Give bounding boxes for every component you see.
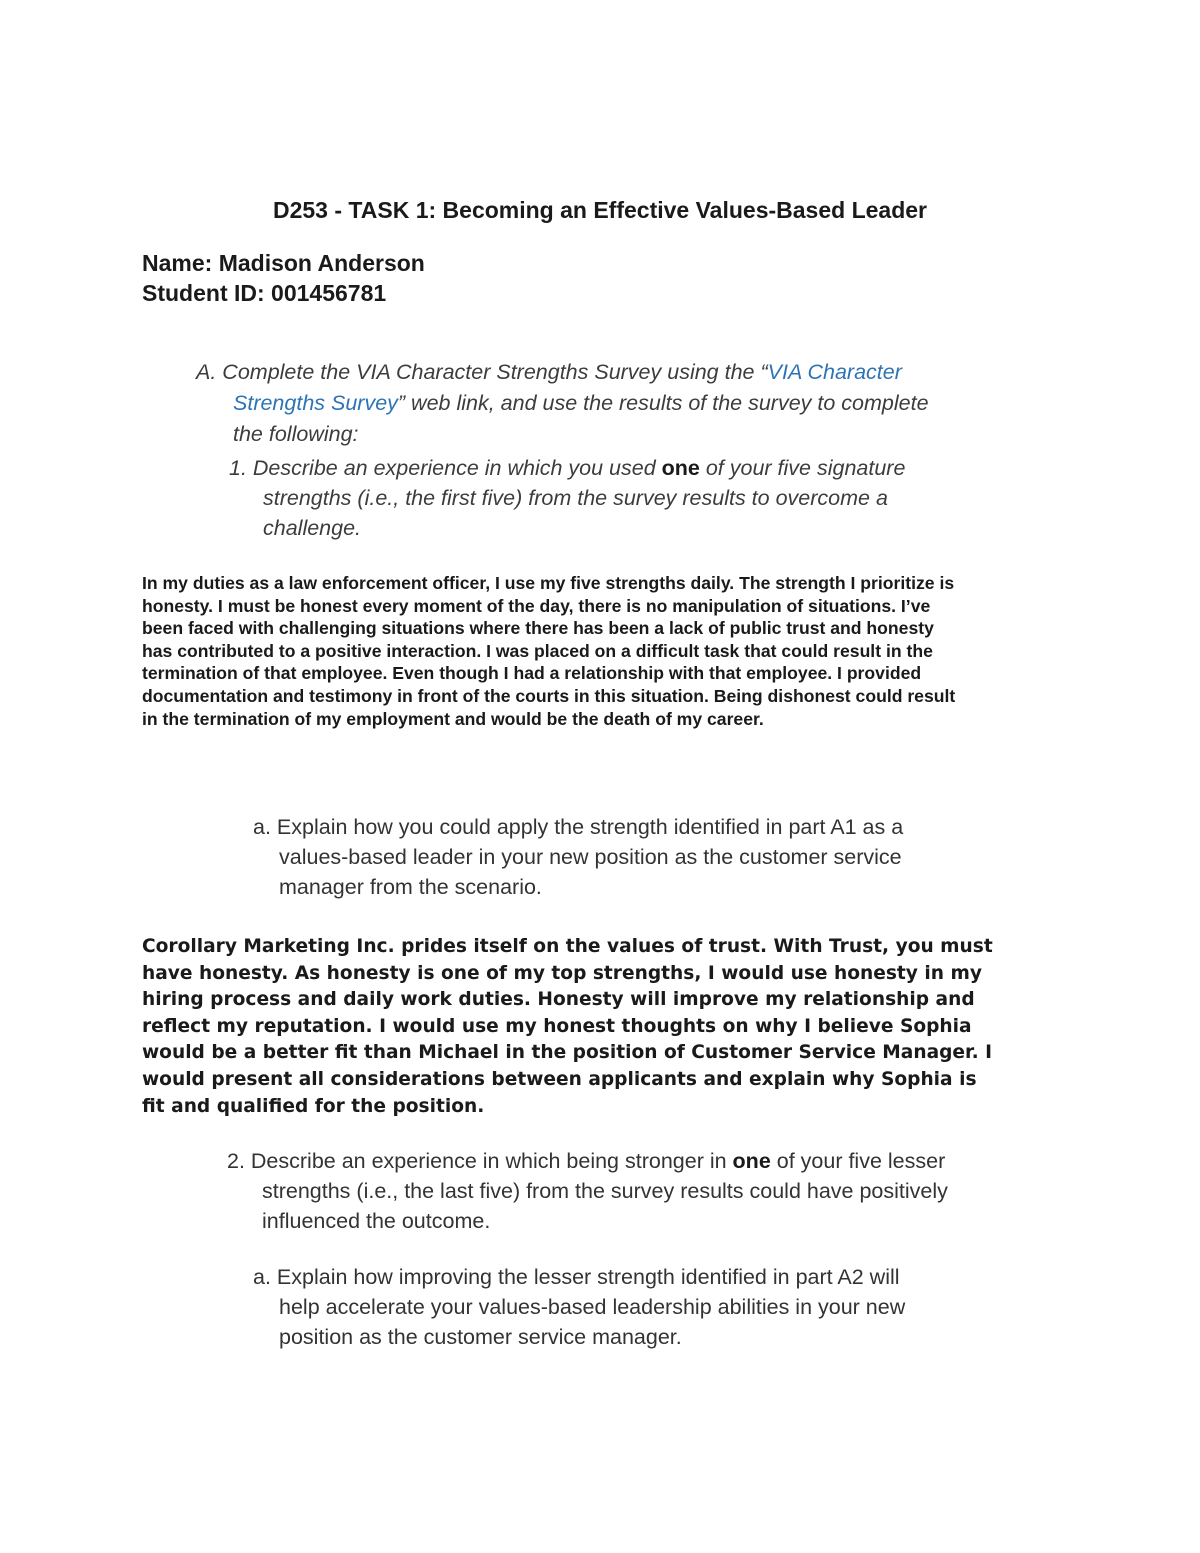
document-title: D253 - TASK 1: Becoming an Effective Values-Based Leader xyxy=(272,197,928,223)
item-2-prompt xyxy=(227,1146,1057,1236)
item-2-bold-one: one xyxy=(732,1149,771,1173)
answer-1a-line: would be a better fit than Michael in the position of Customer Service Manager. I xyxy=(142,1042,993,1064)
item-2-marker: 2. xyxy=(227,1149,251,1173)
answer-1-line: been faced with challenging situations where there has been a lack of public trust and honesty xyxy=(142,618,934,639)
item-1a-prompt xyxy=(253,812,1053,902)
answer-1 xyxy=(142,572,1057,730)
student-id-value: 001456781 xyxy=(271,280,387,306)
answer-1-line: In my duties as a law enforcement officer, I use my five strengths daily. The strength I prioritize is xyxy=(142,573,955,593)
section-a-text-2: ” web link, and use the results of the survey to complete xyxy=(397,391,929,415)
via-survey-link-continued[interactable]: Strengths Survey xyxy=(233,391,398,415)
item-2a-line-2: help accelerate your values-based leadership abilities in your new xyxy=(279,1295,906,1319)
student-id-line xyxy=(142,279,386,307)
answer-1-line: has contributed to a positive interaction. I was placed on a difficult task that could result in the xyxy=(142,640,933,661)
answer-1-line: honesty. I must be honest every moment of the day, there is no manipulation of situations. I’ve xyxy=(142,595,931,616)
item-2a-prompt xyxy=(253,1262,1053,1352)
answer-1a-line: would present all considerations between applicants and explain why Sophia is xyxy=(142,1068,977,1090)
answer-1-line: documentation and testimony in front of the courts in this situation. Being dishonest could result xyxy=(142,685,956,706)
item-2a-line-3: position as the customer service manager. xyxy=(279,1325,682,1349)
item-2-line-2: strengths (i.e., the last five) from the survey results could have positively xyxy=(262,1179,948,1203)
answer-1a-line: hiring process and daily work duties. Honesty will improve my relationship and xyxy=(142,989,975,1011)
section-a-prompt xyxy=(196,357,1056,450)
name-label: Name: xyxy=(142,250,219,276)
section-a-line-1 xyxy=(196,357,1056,388)
item-1a-marker: a. xyxy=(253,815,277,839)
item-1a-text: Explain how you could apply the strength identified in part A1 as a xyxy=(276,815,904,839)
item-1a-line-3: manager from the scenario. xyxy=(279,875,542,899)
item-1a-line-2: values-based leader in your new position as the customer service xyxy=(279,845,902,869)
item-2a-line-1 xyxy=(253,1262,1053,1292)
answer-1-line: in the termination of my employment and would be the death of my career. xyxy=(142,708,764,729)
answer-1a xyxy=(142,934,1062,1120)
name-value: Madison Anderson xyxy=(218,250,425,276)
section-a-marker: A. xyxy=(196,360,223,384)
item-1-text: Describe an experience in which you used xyxy=(252,456,662,480)
item-2-text: Describe an experience in which being stronger in xyxy=(250,1149,733,1173)
item-1-line-2: strengths (i.e., the first five) from the survey results to overcome a xyxy=(263,486,888,510)
item-2-line-3: influenced the outcome. xyxy=(262,1209,491,1233)
answer-1a-line: Corollary Marketing Inc. prides itself on the values of trust. With Trust, you must xyxy=(142,936,993,957)
answer-1a-line: reflect my reputation. I would use my honest thoughts on why I believe Sophia xyxy=(142,1015,972,1037)
answer-1a-line: have honesty. As honesty is one of my top strengths, I would use honesty in my xyxy=(142,962,982,984)
item-1-line-1 xyxy=(229,453,1059,483)
item-2a-text: Explain how improving the lesser strength identified in part A2 will xyxy=(276,1265,900,1289)
section-a-line-2 xyxy=(196,388,1056,419)
name-line xyxy=(142,249,425,277)
via-survey-link[interactable]: VIA Character xyxy=(767,360,902,384)
item-2-text-after: of your five lesser xyxy=(770,1149,946,1173)
section-a-line-3: the following: xyxy=(233,422,359,446)
item-1-prompt xyxy=(229,453,1059,543)
answer-1a-line: fit and qualified for the position. xyxy=(142,1095,485,1117)
item-1-bold-one: one xyxy=(661,456,700,480)
section-a-text: Complete the VIA Character Strengths Survey using the “ xyxy=(222,360,768,384)
student-id-label: Student ID: xyxy=(142,280,272,306)
answer-1-line: termination of that employee. Even though I had a relationship with that employee. I provided xyxy=(142,663,922,684)
item-1-marker: 1. xyxy=(229,456,253,480)
item-2a-marker: a. xyxy=(253,1265,277,1289)
item-1-text-after: of your five signature xyxy=(699,456,906,480)
item-1-line-3: challenge. xyxy=(263,516,362,540)
item-2-line-1 xyxy=(227,1146,1057,1176)
item-1a-line-1 xyxy=(253,812,1053,842)
